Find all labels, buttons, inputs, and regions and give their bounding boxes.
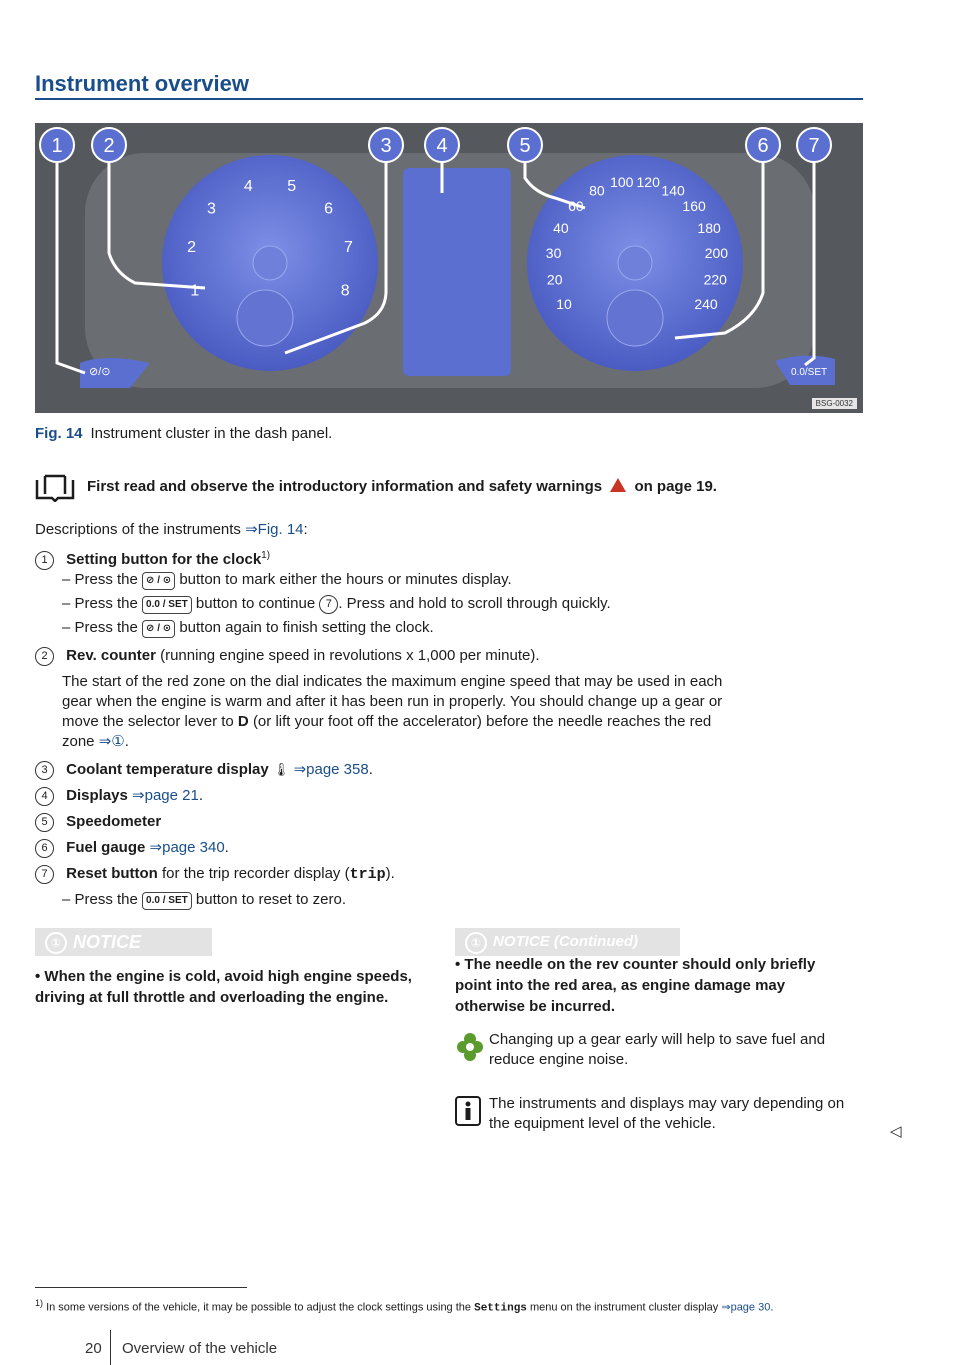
item-1-step-2 bbox=[62, 594, 611, 614]
item-1-step-3 bbox=[62, 618, 434, 638]
intro-colon: : bbox=[303, 521, 308, 538]
callout-number: 2 bbox=[103, 135, 115, 157]
notice-continued-box bbox=[455, 928, 680, 956]
info-icon bbox=[455, 1096, 481, 1126]
item-title: Coolant temperature display bbox=[66, 761, 269, 778]
page-number: 20 bbox=[85, 1340, 102, 1357]
end-of-section-icon: ◁ bbox=[890, 1123, 902, 1140]
callout-number: 7 bbox=[808, 135, 820, 157]
intro-text: Descriptions of the instruments bbox=[35, 521, 241, 538]
notice-icon: ① bbox=[45, 932, 67, 954]
item-number: 3 bbox=[35, 761, 54, 780]
item-2 bbox=[35, 646, 540, 666]
section-title: Instrument overview bbox=[35, 71, 249, 96]
page-link[interactable]: ⇒page 30 bbox=[721, 1301, 771, 1314]
item-title: Speedometer bbox=[66, 813, 162, 830]
dial-tick-label: 160 bbox=[682, 198, 706, 215]
item-7-step bbox=[62, 890, 346, 910]
notice-header bbox=[35, 928, 212, 956]
read-first-box bbox=[35, 474, 865, 504]
page-link[interactable]: ⇒page 21 bbox=[132, 787, 199, 804]
footer-divider bbox=[110, 1330, 111, 1365]
figure-caption bbox=[35, 425, 332, 442]
description-line bbox=[62, 732, 862, 752]
dial-tick-label: 5 bbox=[287, 178, 297, 195]
item-text: for the trip recorder display ( bbox=[162, 865, 350, 882]
text-end: . bbox=[368, 761, 373, 778]
set-key-icon: 0.0 / SET bbox=[142, 892, 192, 910]
read-first-text bbox=[87, 478, 717, 495]
description-line bbox=[62, 712, 862, 732]
item-7 bbox=[35, 864, 395, 885]
item-title: Fuel gauge bbox=[66, 839, 146, 856]
caption-label: Fig. 14 bbox=[35, 425, 83, 442]
info-tip: The instruments and displays may vary depending on the equipment level of the vehicle. bbox=[489, 1095, 845, 1132]
notice-link[interactable]: ⇒① bbox=[98, 733, 125, 750]
text-part: zone bbox=[62, 733, 95, 750]
page-link[interactable]: ⇒page 358 bbox=[293, 761, 369, 778]
clock-key-icon: ⊘ / ⊙ bbox=[142, 620, 175, 638]
dial-tick-label: 7 bbox=[343, 239, 353, 257]
dial-tick-label: 220 bbox=[703, 271, 727, 288]
notice-continued-label: NOTICE (Continued) bbox=[493, 933, 638, 950]
step-text: – Press the bbox=[62, 619, 138, 636]
step-text: button to mark either the hours or minutes display. bbox=[179, 571, 512, 588]
chapter-title: Overview of the vehicle bbox=[122, 1340, 278, 1357]
dial-tick-label: 8 bbox=[340, 282, 350, 300]
step-text: – Press the bbox=[62, 891, 138, 908]
warning-icon bbox=[610, 478, 626, 492]
footnote-text: menu on the instrument cluster display bbox=[529, 1301, 719, 1314]
dial-tick-label: 6 bbox=[324, 200, 334, 218]
callout-number: 5 bbox=[519, 135, 531, 157]
text-part: D bbox=[237, 713, 249, 730]
item-2-description bbox=[62, 672, 862, 752]
step-text: . Press and hold to scroll through quickly. bbox=[338, 595, 611, 612]
clock-key-icon: ⊘ / ⊙ bbox=[142, 572, 175, 590]
dial-tick-label: 10 bbox=[556, 296, 572, 312]
item-text: (running engine speed in revolutions x 1,000 per minute). bbox=[160, 647, 540, 664]
text-part: . bbox=[124, 733, 129, 750]
item-5 bbox=[35, 812, 161, 832]
dial-tick-label: 120 bbox=[636, 174, 660, 191]
environment-icon bbox=[455, 1032, 485, 1062]
dial-tick-label: 60 bbox=[568, 198, 584, 215]
center-display bbox=[403, 168, 511, 376]
footnote-end: . bbox=[770, 1301, 774, 1314]
coolant-icon: 🌡 bbox=[272, 762, 290, 777]
item-number: 1 bbox=[35, 551, 54, 570]
callout-number: 1 bbox=[51, 135, 63, 157]
dial-tick-label: 240 bbox=[694, 296, 718, 312]
dial-tick-label: 3 bbox=[206, 200, 216, 218]
item-text: ). bbox=[385, 865, 395, 882]
read-first-main: First read and observe the introductory information and safety warnings bbox=[87, 478, 603, 495]
dial-tick-label: 40 bbox=[553, 219, 569, 236]
item-title: Reset button bbox=[66, 865, 158, 882]
environment-tip: Changing up a gear early will help to save fuel and reduce engine noise. bbox=[489, 1031, 826, 1068]
footnote-mark: 1) bbox=[35, 1298, 44, 1308]
item-title: Rev. counter bbox=[66, 647, 156, 664]
dial-tick-label: 100 bbox=[610, 174, 634, 191]
item-1-step-1 bbox=[62, 570, 512, 590]
item-title: Setting button for the clock bbox=[66, 551, 262, 568]
fig-link[interactable]: ⇒Fig. 14 bbox=[245, 521, 304, 538]
item-6 bbox=[35, 838, 229, 858]
item-4 bbox=[35, 786, 203, 806]
text-part: move the selector lever to bbox=[62, 713, 234, 730]
text-part: (or lift your foot off the accelerator) before the needle reaches the red bbox=[252, 713, 712, 730]
step-text: button to continue bbox=[195, 595, 316, 612]
instrument-cluster-figure bbox=[35, 123, 863, 413]
callout-number: 6 bbox=[757, 135, 769, 157]
settings-menu-label: Settings bbox=[474, 1302, 527, 1315]
footnote-ref: 1) bbox=[261, 550, 271, 561]
notice-icon: ① bbox=[465, 932, 487, 954]
dial-tick-label: 4 bbox=[243, 178, 253, 195]
left-button-label: ⊘/⊙ bbox=[89, 366, 111, 378]
item-3 bbox=[35, 760, 373, 780]
figure-code: BSG-0032 bbox=[812, 398, 857, 409]
callout-number: 3 bbox=[380, 135, 392, 157]
dial-tick-label: 180 bbox=[697, 219, 721, 236]
step-text: – Press the bbox=[62, 571, 138, 588]
dial-tick-label: 20 bbox=[546, 271, 563, 288]
book-icon bbox=[35, 474, 75, 502]
dial-tick-label: 200 bbox=[704, 245, 729, 262]
item-1 bbox=[35, 546, 270, 570]
dial-tick-label: 1 bbox=[190, 282, 200, 300]
item-ref: 7 bbox=[319, 595, 338, 614]
footnote-rule bbox=[35, 1287, 247, 1288]
item-number: 2 bbox=[35, 647, 54, 666]
item-number: 6 bbox=[35, 839, 54, 858]
text-end: . bbox=[224, 839, 229, 856]
read-first-page: on page 19. bbox=[634, 478, 717, 495]
notice-text: • When the engine is cold, avoid high engine speeds, driving at full throttle and overloading the engine. bbox=[35, 968, 412, 1006]
step-text: button to reset to zero. bbox=[195, 891, 346, 908]
caption-text: Instrument cluster in the dash panel. bbox=[90, 425, 333, 442]
callout-number: 4 bbox=[436, 135, 448, 157]
notice-box bbox=[35, 928, 212, 956]
text-end: . bbox=[198, 787, 204, 804]
description-line: gear when the engine is warm and after it has been run in properly. You should change up a gear or bbox=[62, 693, 723, 710]
notice-label: NOTICE bbox=[73, 932, 142, 952]
notice-continued-text: • The needle on the rev counter should only briefly point into the red area, as engine damage may otherwise be incurred. bbox=[455, 956, 816, 1015]
item-number: 7 bbox=[35, 865, 54, 884]
item-number: 4 bbox=[35, 787, 54, 806]
set-key-icon: 0.0 / SET bbox=[142, 596, 192, 614]
dial-tick-label: 30 bbox=[545, 245, 562, 262]
dial-tick-label: 140 bbox=[661, 182, 685, 199]
dial-tick-label: 80 bbox=[589, 182, 605, 199]
cluster-illustration bbox=[35, 123, 863, 413]
footnote-text: In some versions of the vehicle, it may be possible to adjust the clock settings using the bbox=[46, 1301, 472, 1314]
step-text: button again to finish setting the clock. bbox=[179, 619, 434, 636]
description-line: The start of the red zone on the dial indicates the maximum engine speed that may be used in each bbox=[62, 673, 723, 690]
item-title: Displays bbox=[66, 787, 128, 804]
trip-label: trip bbox=[349, 866, 386, 883]
page-link[interactable]: ⇒page 340 bbox=[149, 839, 225, 856]
dial-tick-label: 2 bbox=[187, 239, 197, 257]
footnote bbox=[35, 1296, 865, 1317]
step-text: – Press the bbox=[62, 595, 138, 612]
item-number: 5 bbox=[35, 813, 54, 832]
title-rule bbox=[35, 98, 863, 100]
right-button-label: 0.0/SET bbox=[791, 367, 828, 378]
notice-continued-header bbox=[455, 928, 680, 956]
intro-line bbox=[35, 520, 308, 540]
